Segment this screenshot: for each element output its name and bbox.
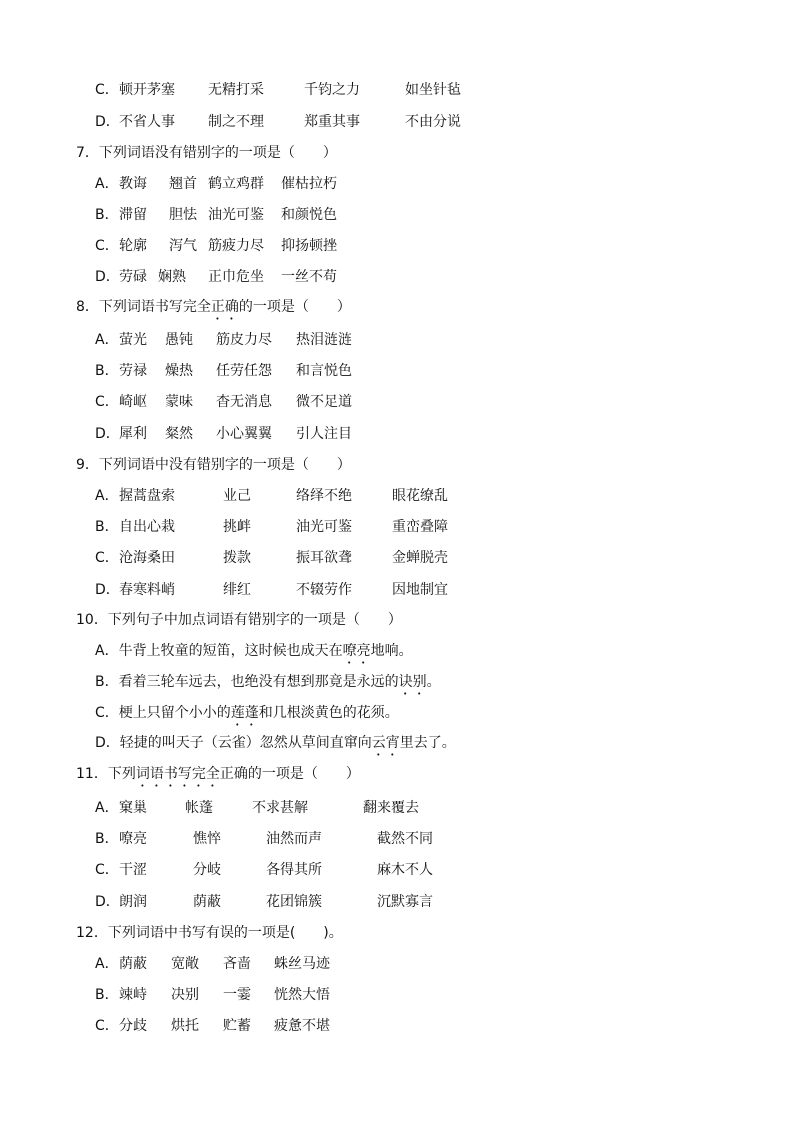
- option-word: 和言悦色: [296, 363, 352, 379]
- option-word: 吝啬: [223, 956, 251, 972]
- option-word: 窠巢: [119, 800, 147, 816]
- option-word: 因地制宜: [392, 582, 448, 598]
- option-word: 绯红: [223, 582, 251, 598]
- sentence-text: 里去了。: [399, 735, 456, 751]
- option-word: 一霎: [223, 987, 251, 1003]
- option-word: 无精打采: [208, 82, 264, 98]
- option-word: 粲然: [165, 426, 193, 442]
- option-word: 小心翼翼: [216, 426, 272, 442]
- sentence-text: 牛背上牧童的短笛，这时候也成天在: [118, 643, 343, 659]
- option-word: 烘托: [171, 1018, 199, 1034]
- option-word: 轮廓: [119, 238, 147, 254]
- option-word: 油光可鉴: [296, 519, 352, 535]
- emphasis-text: 正: [210, 299, 225, 315]
- option-word: 顿开茅塞: [119, 82, 175, 98]
- option-word: 娴熟: [158, 269, 186, 285]
- option-word: 引人注目: [296, 426, 352, 442]
- option-label: D．: [95, 582, 120, 598]
- option-word: 翻来覆去: [363, 800, 419, 816]
- emphasis-text: 诀别: [398, 674, 427, 690]
- option-word: 憔悴: [193, 831, 221, 847]
- q7-stem: 7．下列词语没有错别字的一项是（ ）: [76, 145, 337, 161]
- option-word: 热泪涟涟: [296, 332, 352, 348]
- option-word: 分岐: [193, 862, 221, 878]
- option-label: D．: [95, 426, 120, 442]
- option-label: B．: [95, 987, 119, 1003]
- option-word: 决别: [171, 987, 199, 1003]
- option-word: 荫蔽: [193, 894, 221, 910]
- option-word: 竦峙: [119, 987, 147, 1003]
- option-label: A．: [95, 176, 119, 192]
- sentence-text: 梗上只留个小小的: [118, 705, 231, 721]
- option-word: 教诲: [119, 176, 147, 192]
- option-label: C．: [95, 1018, 119, 1034]
- q11-stem: [76, 764, 360, 790]
- option-word: 不求甚解: [252, 800, 308, 816]
- option-label: D．: [95, 735, 120, 751]
- option-label: A．: [95, 956, 119, 972]
- option-label: C．: [95, 238, 119, 254]
- option-word: 崎岖: [119, 394, 147, 410]
- option-word: 络绎不绝: [296, 488, 352, 504]
- option-label: B．: [95, 207, 119, 223]
- option-label: D．: [95, 114, 120, 130]
- option-word: 麻木不人: [377, 862, 433, 878]
- option-word: 油光可鉴: [208, 207, 264, 223]
- option-word: 挑衅: [223, 519, 251, 535]
- option-label: C．: [95, 862, 119, 878]
- option-label: A．: [95, 800, 119, 816]
- option-word: 千钧之力: [304, 82, 360, 98]
- option-word: 犀利: [119, 426, 147, 442]
- option-word: 筋疲力尽: [208, 238, 264, 254]
- option-word: 蒙味: [165, 394, 193, 410]
- option-word: 不由分说: [405, 114, 461, 130]
- option-label: C．: [95, 82, 119, 98]
- option-word: 春寒料峭: [119, 582, 175, 598]
- option-label: B．: [95, 363, 119, 379]
- option-label: B．: [95, 831, 119, 847]
- option-word: 筋皮力尽: [216, 332, 272, 348]
- q10-stem: 10．下列句子中加点词语有错别字的一项是（ ）: [76, 612, 402, 628]
- option-word: 一丝不苟: [281, 269, 337, 285]
- sentence-text: 。: [426, 674, 441, 690]
- option-word: 翘首: [169, 176, 197, 192]
- stem-text: 8．下列词语书写完全: [76, 299, 211, 315]
- q10-option-a: [95, 641, 413, 667]
- stem-text: 11．下列: [76, 766, 136, 782]
- option-word: 正巾危坐: [208, 269, 264, 285]
- option-label: A．: [95, 488, 119, 504]
- option-label: C．: [95, 705, 119, 721]
- option-word: 和颜悦色: [281, 207, 337, 223]
- emphasis-text: 嘹亮: [342, 643, 371, 659]
- option-word: 如坐针毡: [405, 82, 461, 98]
- option-word: 眼花缭乱: [392, 488, 448, 504]
- option-word: 燥热: [165, 363, 193, 379]
- option-word: 贮蓄: [223, 1018, 251, 1034]
- sentence-text: 和几根淡黄色的花须。: [258, 705, 399, 721]
- emphasis-text: 确: [224, 299, 239, 315]
- option-word: 截然不同: [377, 831, 433, 847]
- option-label: C．: [95, 550, 119, 566]
- option-word: 蛛丝马迹: [274, 956, 330, 972]
- option-word: 疲惫不堪: [274, 1018, 330, 1034]
- sentence-text: 看着三轮车远去，也绝没有想到那竟是永远的: [118, 674, 399, 690]
- option-word: 杳无消息: [216, 394, 272, 410]
- option-word: 自出心栽: [119, 519, 175, 535]
- option-word: 滞留: [119, 207, 147, 223]
- sentence-text: 轻捷的叫天子（云雀）忽然从草间直窜向: [119, 735, 372, 751]
- option-word: 花团锦簇: [266, 894, 322, 910]
- q10-option-d: [95, 733, 456, 759]
- q10-option-c: [95, 703, 399, 729]
- option-label: D．: [95, 269, 120, 285]
- option-word: 萤光: [119, 332, 147, 348]
- option-word: 抑扬顿挫: [281, 238, 337, 254]
- option-word: 握蒿盘索: [119, 488, 175, 504]
- sentence-text: 地响。: [370, 643, 413, 659]
- option-label: D．: [95, 894, 120, 910]
- q9-stem: 9．下列词语中没有错别字的一项是（ ）: [76, 457, 351, 473]
- option-word: 帐蓬: [185, 800, 213, 816]
- q12-stem: 12．下列词语中书写有误的一项是( )。: [76, 925, 343, 941]
- q10-option-b: [95, 672, 441, 698]
- option-word: 沉默寡言: [377, 894, 433, 910]
- option-word: 宽敞: [171, 956, 199, 972]
- option-word: 泻气: [169, 238, 197, 254]
- option-word: 金蝉脱壳: [392, 550, 448, 566]
- option-word: 不辍劳作: [296, 582, 352, 598]
- option-word: 任劳任怨: [216, 363, 272, 379]
- emphasis-text: 词语书写完全: [135, 766, 220, 782]
- stem-text: 正确的一项是（ ）: [219, 766, 360, 782]
- option-word: 油然而声: [266, 831, 322, 847]
- option-word: 恍然大悟: [274, 987, 330, 1003]
- option-word: 制之不理: [208, 114, 264, 130]
- option-label: A．: [95, 332, 119, 348]
- option-label: A．: [95, 643, 119, 659]
- option-word: 振耳欲聋: [296, 550, 352, 566]
- emphasis-text: 云宵: [371, 735, 400, 751]
- option-word: 荫蔽: [119, 956, 147, 972]
- option-word: 愚钝: [165, 332, 193, 348]
- option-word: 朗润: [119, 894, 147, 910]
- option-word: 微不足道: [296, 394, 352, 410]
- option-word: 催枯拉朽: [281, 176, 337, 192]
- option-word: 各得其所: [266, 862, 322, 878]
- option-label: B．: [95, 519, 119, 535]
- option-word: 嘹亮: [119, 831, 147, 847]
- option-word: 分歧: [119, 1018, 147, 1034]
- option-word: 劳禄: [119, 363, 147, 379]
- option-word: 郑重其事: [304, 114, 360, 130]
- option-word: 鹤立鸡群: [208, 176, 264, 192]
- q8-stem: [76, 297, 351, 323]
- stem-text: 的一项是（ ）: [238, 299, 351, 315]
- option-word: 劳碌: [119, 269, 147, 285]
- option-label: C．: [95, 394, 119, 410]
- option-word: 重峦叠障: [392, 519, 448, 535]
- option-word: 沧海桑田: [119, 550, 175, 566]
- option-word: 拨款: [223, 550, 251, 566]
- option-word: 干涩: [119, 862, 147, 878]
- emphasis-text: 莲蓬: [230, 705, 259, 721]
- option-label: B．: [95, 674, 119, 690]
- option-word: 不省人事: [119, 114, 175, 130]
- option-word: 胆怯: [169, 207, 197, 223]
- option-word: 业己: [223, 488, 251, 504]
